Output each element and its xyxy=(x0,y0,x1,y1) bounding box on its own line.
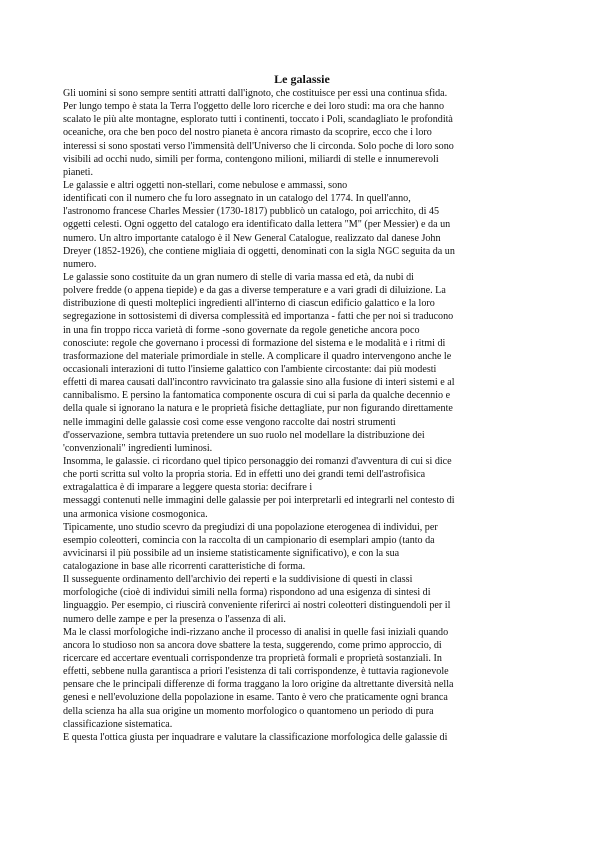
text-line: classificazione sistematica. xyxy=(63,718,173,730)
text-line: in una fin troppo ricca varietà di forme -sono governate da regole genetiche ancora poco xyxy=(63,324,420,336)
text-line: numero delle zampe e per la presenza o l'assenza di ali. xyxy=(63,613,286,625)
text-line: numero. Un altro importante catalogo è il New General Catalogue, realizzato dal danese John xyxy=(63,232,441,244)
text-line: oggetti celesti. Ogni oggetto del catalogo era identificato dalla lettera "M" (per Messier) e da un xyxy=(63,219,451,231)
document-page xyxy=(63,72,533,744)
text-line: che porti scritta sul volto la propria storia. Ed in effetti uno dei grandi temi dell'astrofisica xyxy=(63,469,426,481)
text-line: trasformazione del materiale primordiale in stelle. A complicare il quadro intervengono anche le xyxy=(63,350,452,362)
text-line: pensare che le principali differenze di forma traggano la loro origine da altrettante diversità nella xyxy=(63,679,454,691)
text-line: nelle immagini delle galassie così come esse vengono raccolte dai nostri strumenti xyxy=(63,416,396,428)
text-line: polvere fredde (o appena tiepide) e da gas a diverse temperature e a vari gradi di diluizione. La xyxy=(63,285,446,297)
text-line: extragalattica è di imparare a leggere questa storia: decifrare i xyxy=(63,482,313,494)
text-line: una armonica visione cosmogonica. xyxy=(63,508,208,520)
text-line: interessi si sono spostati verso l'immensità dell'Universo che li circonda. Solo poche di loro sono xyxy=(63,140,454,152)
text-line: catalogazione in base alle ricorrenti caratteristiche di forma. xyxy=(63,561,306,573)
text-line: numero. xyxy=(63,258,97,270)
text-line: pianeti. xyxy=(63,166,93,178)
text-line: 'convenzionali" ingredienti luminosi. xyxy=(63,442,213,454)
text-line: conosciute: regole che governano i processi di formazione del sistema e le modalità e i ritmi di xyxy=(63,337,446,349)
text-line: ancora lo studioso non sa ancora dove sbattere la testa, suggerendo, come primo approccio, di xyxy=(63,639,442,651)
text-line: occasionali interazioni di tutto l'insieme galattico con l'ambiente circostante: dai più modesti xyxy=(63,363,437,375)
text-line: della scienza ha alla sua origine un momento morfologico o quantomeno un periodo di pura xyxy=(63,705,434,717)
text-line: Insomma, le galassie. ci ricordano quel tipico personaggio dei romanzi d'avventura di cui si dice xyxy=(63,455,452,467)
text-line: segregazione in sottosistemi di diversa complessità ed importanza - fatti che per noi si traducono xyxy=(63,311,454,323)
text-line: linguaggio. Per esempio, ci riuscirà conveniente riferirci ai nostri coleotteri distinguendoli per il xyxy=(63,600,451,612)
text-line: Ma le classi morfologiche indi-rizzano anche il processo di analisi in quelle fasi iniziali quando xyxy=(63,626,449,638)
text-line: Gli uomini si sono sempre sentiti attratti dall'ignoto, che costituisce per essi una continua sfida. xyxy=(63,88,448,99)
text-line: oceaniche, ora che ben poco del nostro pianeta è ancora rimasto da scoprire, ecco che i loro xyxy=(63,127,432,139)
text-line: d'osservazione, sembra tuttavia pretendere un suo ruolo nel modellare la distribuzione dei xyxy=(63,429,425,441)
text-line: E questa l'ottica giusta per inquadrare e valutare la classificazione morfologica delle galassie di xyxy=(63,731,448,743)
document-title: Le galassie xyxy=(274,72,330,86)
text-line: morfologiche (cioè di individui simili nella forma) rispondono ad una esigenza di sintesi di xyxy=(63,587,431,599)
text-line: della quale si ignorano la natura e le proprietà fisiche dettagliate, pur non figurando direttamente xyxy=(63,403,453,415)
text-line: distribuzione di questi molteplici ingredienti all'interno di ciascun edificio galattico e la loro xyxy=(63,298,435,310)
text-line: avvicinarsi il più possibile ad un insieme statisticamente significativo), e con la sua xyxy=(63,547,400,559)
text-line: effetti, sebbene nulla garantisca a priori l'esistenza di tali corrispondenze, è tuttavia ragionevole xyxy=(63,666,449,678)
text-line: Per lungo tempo è stata la Terra l'oggetto delle loro ricerche e dei loro studi: ma ora che hanno xyxy=(63,101,444,113)
document-body xyxy=(63,87,533,744)
text-line: l'astronomo francese Charles Messier (1730-1817) pubblicò un catalogo, poi arricchito, di 45 xyxy=(63,206,440,218)
text-line: Le galassie e altri oggetti non-stellari, come nebulose e ammassi, sono xyxy=(63,179,348,191)
text-line: esempio coleotteri, comincia con la raccolta di un campionario di esemplari ampio (tanto da xyxy=(63,534,435,546)
text-line: genesi e nell'evoluzione della popolazione in esame. Tanto è vero che praticamente ogni branca xyxy=(63,692,448,704)
text-line: visibili ad occhi nudo, simili per forma, contengono milioni, miliardi di stelle e innumerevoli xyxy=(63,153,439,165)
text-line: identificati con il numero che fu loro assegnato in un catalogo del 1774. In quell'anno, xyxy=(63,193,411,205)
text-line: effetti di marea causati dall'incontro ravvicinato tra galassie sino alla fusione di interi sistemi e al xyxy=(63,377,455,389)
text-line: scalato le più alte montagne, esplorato tutti i continenti, toccato i Poli, scandagliato le profondità xyxy=(63,114,453,126)
text-line: Il susseguente ordinamento dell'archivio dei reperti e la suddivisione di questi in classi xyxy=(63,574,413,586)
text-line: cannibalismo. E persino la fantomatica componente oscura di cui si parla da qualche decennio e xyxy=(63,390,451,402)
text-line: ricercare ed accertare eventuali corrispondenze tra proprietà formali e proprietà sostanziali. In xyxy=(63,653,442,665)
text-line: Le galassie sono costituite da un gran numero di stelle di varia massa ed età, da nubi di xyxy=(63,271,414,283)
text-line: messaggi contenuti nelle immagini delle galassie per poi interpretarli ed integrarli nel contesto di xyxy=(63,495,455,507)
text-line: Dreyer (1852-1926), che contiene migliaia di oggetti, denominati con la sigla NGC seguita da un xyxy=(63,245,455,257)
text-line: Tipicamente, uno studio scevro da pregiudizi di una popolazione eterogenea di individui, per xyxy=(63,521,438,533)
